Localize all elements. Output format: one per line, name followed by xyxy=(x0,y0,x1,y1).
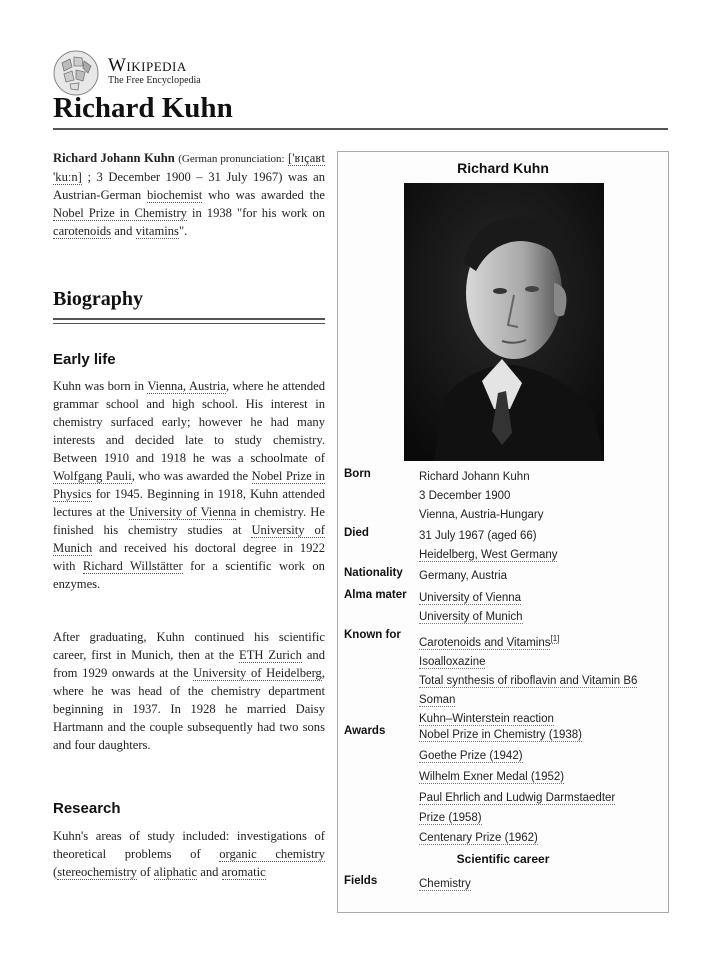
link-aliphatic[interactable]: aliphatic xyxy=(153,865,198,879)
infobox-link[interactable]: Nobel Prize in Chemistry (1938) xyxy=(419,729,582,741)
infobox-value: Vienna, Austria-Hungary xyxy=(419,509,544,521)
infobox-link[interactable]: Prize (1958) xyxy=(419,812,482,824)
body-text: Kuhn was born in xyxy=(53,379,145,393)
link-organic-chemistry[interactable]: organic chemistry xyxy=(219,847,325,861)
subsection-heading-early-life: Early life xyxy=(53,351,116,368)
wikipedia-tagline: The Free Encyclopedia xyxy=(108,75,201,86)
body-text: , who was awarded the xyxy=(131,469,249,483)
early-life-paragraph-2 xyxy=(53,628,325,754)
wikipedia-globe-logo[interactable] xyxy=(52,49,100,97)
infobox-label: Nationality xyxy=(344,567,403,579)
title-divider xyxy=(53,128,668,130)
infobox xyxy=(337,151,669,913)
link-richard-willstatter[interactable]: Richard Willstätter xyxy=(82,559,183,573)
lead-text: who was awarded the xyxy=(208,188,325,202)
body-text: of xyxy=(140,865,151,879)
link-aromatic[interactable]: aromatic xyxy=(221,865,266,879)
infobox-link[interactable]: Kuhn–Winterstein reaction xyxy=(419,712,554,725)
link-university-of-vienna[interactable]: University of Vienna xyxy=(128,505,237,519)
pronunciation-label: (German pronunciation: xyxy=(178,153,285,165)
body-text: Kuhn's areas of study included: investigations of theoretical problems of xyxy=(53,829,325,861)
link-carotenoids[interactable]: carotenoids xyxy=(53,224,112,238)
infobox-label: Born xyxy=(344,468,371,480)
lead-text: in 1938 "for his work on xyxy=(191,206,325,220)
body-text: , where he was head of the chemistry department beginning in 1937. In 1928 he married Daisy Hartmann and the couple subsequently had two sons and four daughters. xyxy=(53,666,325,752)
lead-text: and xyxy=(114,224,133,238)
body-text: After graduating, Kuhn continued his scientific career, first in Munich, then at the xyxy=(53,630,325,662)
link-biochemist[interactable]: biochemist xyxy=(147,188,203,202)
infobox-link[interactable]: Chemistry xyxy=(419,878,471,890)
infobox-value: 31 July 1967 (aged 66) xyxy=(419,530,537,542)
infobox-link[interactable]: University of Vienna xyxy=(419,592,522,604)
wikipedia-wordmark[interactable]: Wikipedia xyxy=(108,55,187,76)
ipa-link[interactable]: ['ʁɪçaʁt 'kuːn] xyxy=(53,151,325,184)
link-vienna-austria[interactable]: Vienna, Austria xyxy=(147,379,226,393)
lead-text: ; 3 December 1900 – 31 July 1967) was an Austrian-German xyxy=(53,170,325,202)
infobox-link[interactable]: Carotenoids and Vitamins xyxy=(419,636,551,649)
subsection-heading-research: Research xyxy=(53,800,121,817)
infobox-link[interactable]: Paul Ehrlich and Ludwig Darmstaedter xyxy=(419,792,616,804)
link-nobel-prize-chemistry[interactable]: Nobel Prize in Chemistry xyxy=(53,206,187,220)
infobox-value: Germany, Austria xyxy=(419,570,507,582)
lead-paragraph xyxy=(53,149,325,240)
section-heading-biography: Biography xyxy=(53,288,144,310)
infobox-label: Died xyxy=(344,527,369,539)
link-nobel-prize-physics[interactable]: Nobel Prize in Physics xyxy=(53,469,325,501)
subject-name: Richard Johann Kuhn xyxy=(53,151,175,165)
body-text: for 1945. Beginning in 1918, Kuhn attended lectures at the xyxy=(53,487,325,519)
infobox-link[interactable]: Isoalloxazine xyxy=(419,655,486,668)
lead-text: ". xyxy=(178,224,188,238)
body-text: , where he attended grammar school and high school. His interest in chemistry surfaced early; however he had many interests and decided late to study chemistry. Between 1910 and 1918 he was a schoolmate of xyxy=(53,379,326,465)
infobox-link[interactable]: Wilhelm Exner Medal (1952) xyxy=(419,771,565,783)
infobox-value: 3 December 1900 xyxy=(419,490,511,502)
link-university-of-heidelberg[interactable]: University of Heidelberg xyxy=(193,666,322,680)
page-title: Richard Kuhn xyxy=(53,92,233,124)
body-text: and received his doctoral degree in 1922 with xyxy=(53,541,326,573)
body-text: and xyxy=(200,865,219,879)
infobox-value: Richard Johann Kuhn xyxy=(419,471,530,483)
link-wolfgang-pauli[interactable]: Wolfgang Pauli xyxy=(53,469,132,483)
infobox-label: Known for xyxy=(344,629,401,641)
infobox-link[interactable]: Total synthesis of riboflavin and Vitamin B6 xyxy=(419,674,638,687)
infobox-label: Alma mater xyxy=(344,589,407,601)
infobox-link[interactable]: University of Munich xyxy=(419,611,523,623)
body-text: for a scientific work on enzymes. xyxy=(53,559,325,591)
link-stereochemistry[interactable]: stereochemistry xyxy=(57,865,137,879)
infobox-link[interactable]: Heidelberg, West Germany xyxy=(419,549,558,561)
link-university-of-munich[interactable]: University of Munich xyxy=(53,523,325,555)
infobox-link[interactable]: Soman xyxy=(419,693,456,706)
infobox-label: Awards xyxy=(344,725,386,737)
research-paragraph xyxy=(53,827,325,881)
infobox-label: Fields xyxy=(344,875,378,887)
portrait-photo[interactable] xyxy=(404,183,604,461)
early-life-paragraph-1 xyxy=(53,377,325,593)
body-text: in chemistry. He finished his chemistry studies at xyxy=(53,505,325,537)
link-vitamins[interactable]: vitamins xyxy=(135,224,179,238)
section-divider xyxy=(53,318,325,324)
infobox-link[interactable]: Goethe Prize (1942) xyxy=(419,750,523,762)
citation-link[interactable]: [1] xyxy=(550,634,560,643)
infobox-link[interactable]: Centenary Prize (1962) xyxy=(419,832,538,844)
link-eth-zurich[interactable]: ETH Zurich xyxy=(239,648,302,662)
infobox-section-scientific-career: Scientific career xyxy=(456,852,550,866)
infobox-title: Richard Kuhn xyxy=(457,160,549,176)
body-text: ( xyxy=(53,865,58,879)
body-text: and from 1929 onwards at the xyxy=(53,648,325,680)
